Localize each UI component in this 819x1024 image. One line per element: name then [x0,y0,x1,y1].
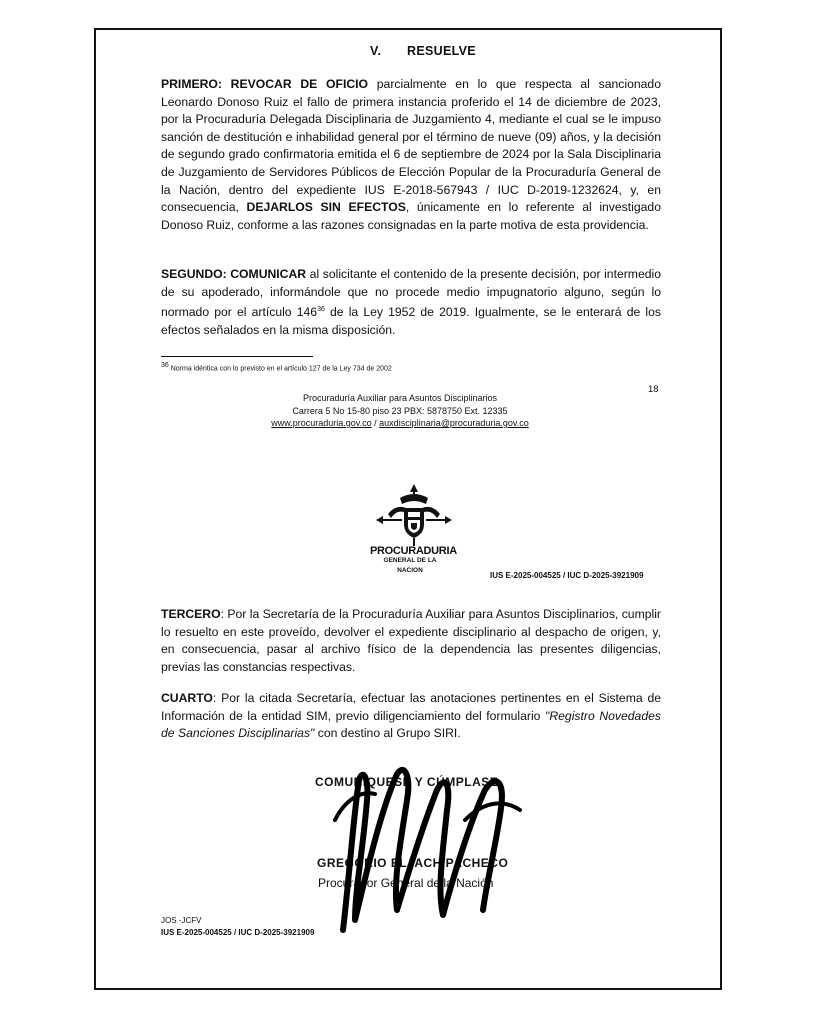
section-title: RESUELVE [407,44,476,58]
footnote [161,362,392,372]
footer-separator: / [371,418,380,428]
page-number: 18 [648,384,659,395]
tercero-text: : Por la Secretaría de la Procuraduría Auxiliar para Asuntos Disciplinarios, cumplir lo resuelto en este proveído, devolver el expediente disciplinario al despacho de origen, y, en consecuencia, pasar al archivo físico de la dependencia las presentes diligencias, previas las constancias respectivas. [161,607,661,674]
tercero-paragraph [161,606,661,676]
section-heading [370,44,476,58]
page-footer [200,392,600,430]
primero-text-1: parcialmente en lo que respecta al sancionado Leonardo Donoso Ruiz el fallo de primera instancia proferido el 14 de diciembre de 2023, por la Procuraduría Delegada Disciplinaria de Juzgamiento 4, mediante el cual se le impuso sanción de destitución e inhabilidad general por el término de nueve (09) años, y la decisión de segundo grado confirmatoria emitida el 6 de septiembre de 2024 por la Sala Disciplinaria de Juzgamiento de Servidores Públicos de Elección Popular de la Procuraduría General de la Nación, dentro del expediente IUS E-2018-567943 / IUC D-2019-1232624, y, en consecuencia, [161,77,661,215]
primero-label: PRIMERO: REVOCAR DE OFICIO [161,77,369,91]
footnote-divider [161,356,313,357]
footer-website-link[interactable]: www.procuraduria.gov.co [271,418,372,428]
footer-office: Procuraduría Auxiliar para Asuntos Disciplinarios [302,393,498,403]
cuarto-label: CUARTO [161,691,213,705]
cuarto-form-name: "Registro Novedades de Sanciones Disciplinarias" [161,708,661,741]
initials: JOS -JCFV [161,916,202,925]
case-reference-top: IUS E-2025-004525 / IUC D-2025-3921909 [490,571,644,580]
primero-emphasis: DEJARLOS SIN EFECTOS [246,200,406,215]
case-reference-bottom: IUS E-2025-004525 / IUC D-2025-3921909 [161,928,315,937]
footnote-number: 36 [161,362,169,369]
footnote-text: Norma idéntica con lo previsto en el artículo 127 de la Ley 734 de 2002 [168,365,392,373]
logo-wordmark [370,545,457,576]
primero-text-2: , únicamente en lo referente al investigado Donoso Ruiz, conforme a las razones consignadas en la parte motiva de esta providencia. [161,200,661,232]
logo-name: PROCURADURIA [370,545,457,557]
footer-email-link[interactable]: auxdisciplinaria@procuraduria.gov.co [379,418,529,428]
cuarto-text-2: con destino al Grupo SIRI. [314,726,461,741]
cuarto-paragraph [161,690,661,743]
footer-address: Carrera 5 No 15-80 piso 23 PBX: 5878750 Ext. 12335 [292,405,508,416]
footnote-reference: 36 [317,306,325,314]
signer-title: Procurador General de la Nación [318,876,494,890]
section-number: V. [370,44,382,58]
segundo-text-1: al solicitante el contenido de la presente decisión, por intermedio de su apoderado, informándole que no procede medio impugnatorio alguno, según lo normado por el artículo 146 [161,267,661,320]
primero-paragraph [161,76,661,234]
segundo-label: SEGUNDO: COMUNICAR [161,267,307,281]
segundo-text-2: de la Ley 1952 de 2019. Igualmente, se le enterará de los efectos señalados en la misma disposición. [161,305,661,337]
cuarto-text-1: : Por la citada Secretaría, efectuar las anotaciones pertinentes en el Sistema de Información de la entidad SIM, previo diligenciamiento del formulario [161,691,661,723]
handwritten-signature [315,760,545,940]
tercero-label: TERCERO [161,607,221,621]
closing-formula: COMUNÍQUESE Y CÚMPLASE [315,775,499,789]
segundo-paragraph [161,266,661,339]
logo-subtitle: GENERAL DE LA NACION [383,557,437,574]
signer-name: GREGORIO ELJACH PACHECO [317,856,509,870]
